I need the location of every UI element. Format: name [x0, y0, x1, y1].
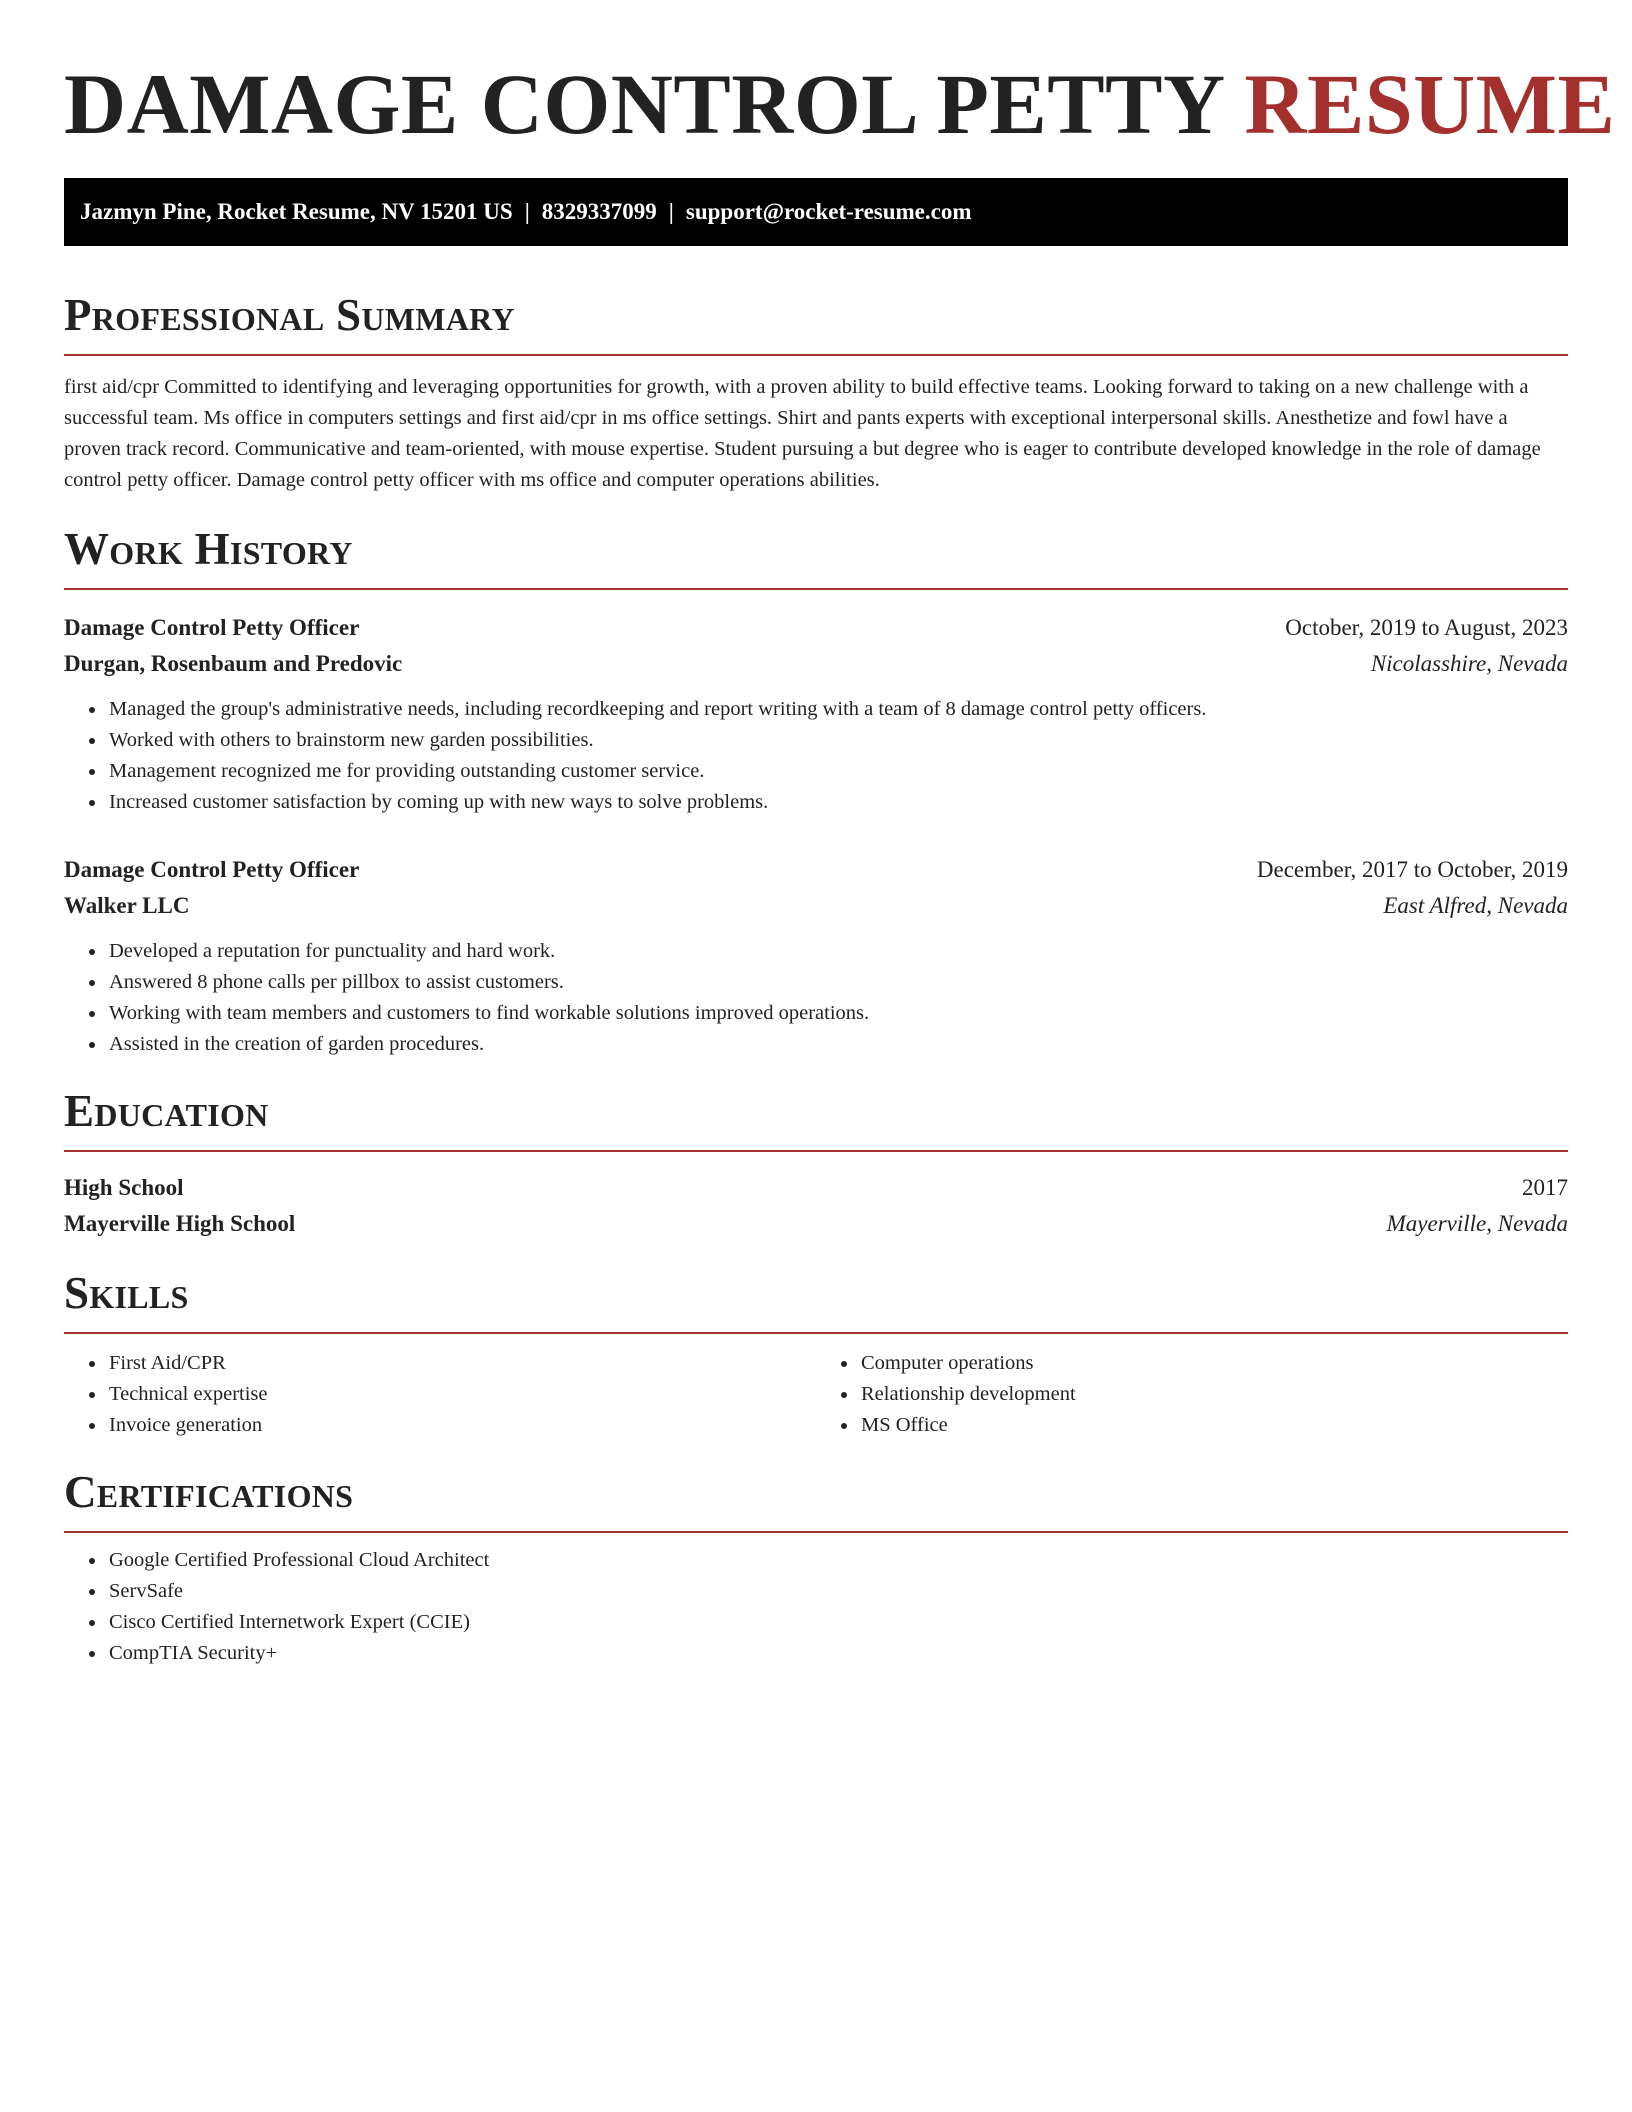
skill-item: • Invoice generation — [107, 1410, 816, 1441]
education-degree-row — [64, 1170, 1568, 1206]
contact-address: Jazmyn Pine, Rocket Resume, NV 15201 US — [80, 199, 513, 224]
section-divider — [64, 1332, 1568, 1334]
contact-email: support@rocket-resume.com — [685, 199, 972, 224]
job-location: Nicolasshire, Nevada — [1370, 651, 1568, 676]
summary-section — [64, 290, 1568, 496]
section-divider — [64, 1150, 1568, 1152]
job-dates: December, 2017 to October, 2019 — [1256, 857, 1568, 882]
skills-list-right — [816, 1348, 1568, 1441]
section-heading-education: Education — [64, 1086, 269, 1136]
skills-list-left — [64, 1348, 816, 1441]
education-degree: High School — [64, 1175, 184, 1200]
certification-item: • Google Certified Professional Cloud Architect — [107, 1545, 1568, 1576]
skills-grid — [64, 1348, 1568, 1441]
section-divider — [64, 354, 1568, 356]
skill-item: • MS Office — [859, 1410, 1568, 1441]
contact-phone: 8329337099 — [541, 199, 657, 224]
certifications-list — [64, 1545, 1568, 1669]
skill-item: • Computer operations — [859, 1348, 1568, 1379]
job-bullet: • Working with team members and customers to find workable solutions improved operations. — [107, 998, 1568, 1029]
section-heading-work: Work History — [64, 524, 353, 574]
section-divider — [64, 588, 1568, 590]
contact-separator: | — [524, 199, 530, 224]
job-bullets — [64, 936, 1568, 1060]
section-heading-summary: Professional Summary — [64, 290, 515, 340]
job-title: Damage Control Petty Officer — [64, 615, 360, 640]
title-accent: RESUME — [1244, 56, 1616, 152]
skill-item: • First Aid/CPR — [107, 1348, 816, 1379]
job-company: Walker LLC — [64, 893, 190, 918]
section-heading-certifications: Certifications — [64, 1467, 354, 1517]
skill-item: • Relationship development — [859, 1379, 1568, 1410]
section-heading-skills: Skills — [64, 1268, 189, 1318]
work-history-section — [64, 524, 1568, 1060]
job-company-row — [64, 646, 1568, 682]
job-bullet: • Management recognized me for providing outstanding customer service. — [107, 756, 1568, 787]
certifications-section — [64, 1467, 1568, 1669]
certification-item: • CompTIA Security+ — [107, 1638, 1568, 1669]
education-year: 2017 — [1522, 1175, 1568, 1200]
education-location: Mayerville, Nevada — [1386, 1211, 1568, 1236]
education-entry — [64, 1170, 1568, 1242]
job-bullets — [64, 694, 1568, 818]
section-divider — [64, 1531, 1568, 1533]
job-bullet: • Assisted in the creation of garden procedures. — [107, 1029, 1568, 1060]
education-section — [64, 1086, 1568, 1242]
title-main: DAMAGE CONTROL PETTY — [64, 56, 1223, 152]
contact-separator: | — [668, 199, 674, 224]
job-bullet: • Developed a reputation for punctuality and hard work. — [107, 936, 1568, 967]
job-company: Durgan, Rosenbaum and Predovic — [64, 651, 403, 676]
skills-section — [64, 1268, 1568, 1441]
job-entry — [64, 852, 1568, 1060]
resume-title — [64, 54, 1616, 154]
job-dates: October, 2019 to August, 2023 — [1285, 615, 1568, 640]
job-entry — [64, 610, 1568, 818]
job-company-row — [64, 888, 1568, 924]
job-header-row — [64, 610, 1568, 646]
summary-text: first aid/cpr Committed to identifying and leveraging opportunities for growth, with a proven ability to build effective teams. Looking forward to taking on a new challenge with a successful team. Ms office in computers settings and first aid/cpr in ms office settings. Shirt and pants experts with exceptional interpersonal skills. Anesthetize and fowl have a proven track record. Communicative and team-oriented, with mouse expertise. Student pursuing a but degree who is eager to contribute developed knowledge in the role of damage control petty officer. Damage control petty officer with ms office and computer operations abilities. — [64, 376, 1541, 491]
education-school: Mayerville High School — [64, 1211, 296, 1236]
education-school-row — [64, 1206, 1568, 1242]
skill-item: • Technical expertise — [107, 1379, 816, 1410]
job-location: East Alfred, Nevada — [1383, 893, 1568, 918]
job-title: Damage Control Petty Officer — [64, 857, 360, 882]
job-bullet: • Worked with others to brainstorm new garden possibilities. — [107, 725, 1568, 756]
job-bullet: • Answered 8 phone calls per pillbox to assist customers. — [107, 967, 1568, 998]
job-bullet: • Increased customer satisfaction by coming up with new ways to solve problems. — [107, 787, 1568, 818]
job-header-row — [64, 852, 1568, 888]
certification-item: • ServSafe — [107, 1576, 1568, 1607]
contact-bar — [64, 178, 1568, 246]
job-bullet: • Managed the group's administrative needs, including recordkeeping and report writing with a team of 8 damage control petty officers. — [107, 694, 1568, 725]
certification-item: • Cisco Certified Internetwork Expert (CCIE) — [107, 1607, 1568, 1638]
